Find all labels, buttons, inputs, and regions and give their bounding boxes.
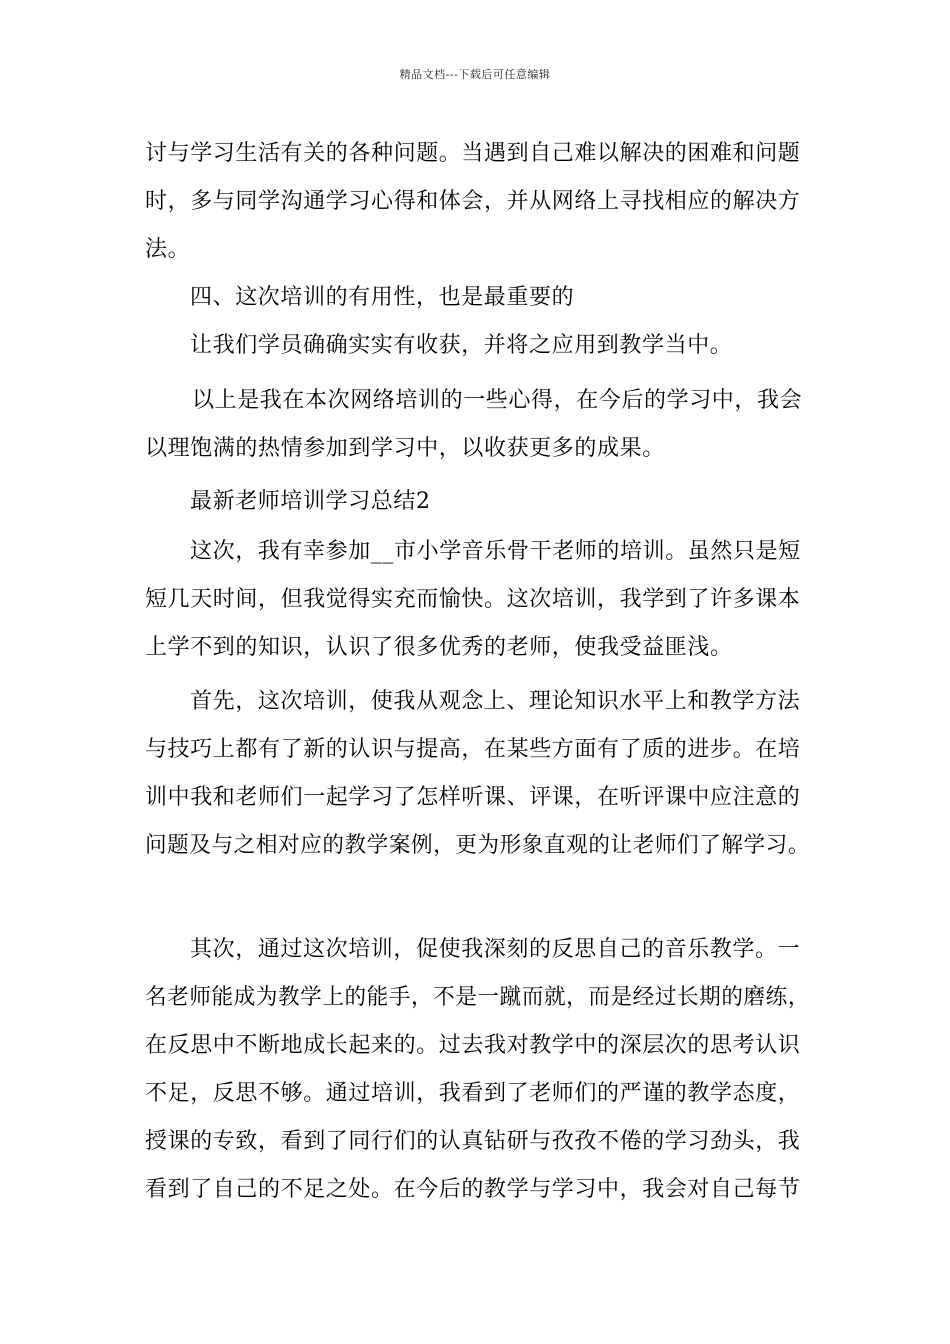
text-line: 名老师能成为教学上的能手，不是一蹴而就，而是经过长期的磨练， — [145, 985, 810, 1010]
text-line: 这次，我有幸参加__市小学音乐骨干老师的培训。虽然只是短 — [190, 539, 801, 564]
text-line: 授课的专致，看到了同行们的认真钻研与孜孜不倦的学习劲头，我 — [145, 1129, 801, 1154]
page-header: 精品文档---下载后可任意编辑 — [399, 68, 551, 81]
text-line: 法。 — [145, 237, 191, 262]
text-line: 不足，反思不够。通过培训，我看到了老师们的严谨的教学态度， — [145, 1081, 801, 1106]
text-line: 讨与学习生活有关的各种问题。当遇到自己难以解决的困难和问题 — [145, 141, 801, 166]
text-line: 上学不到的知识，认识了很多优秀的老师，使我受益匪浅。 — [145, 635, 733, 660]
text-line: 时，多与同学沟通学习心得和体会，并从网络上寻找相应的解决方 — [145, 189, 801, 214]
section-title: 最新老师培训学习总结2 — [190, 489, 431, 514]
text-line: 首先，这次培训，使我从观念上、理论知识水平上和教学方法 — [190, 689, 801, 714]
text-line: 短几天时间，但我觉得实充而愉快。这次培训，我学到了许多课本 — [145, 587, 801, 612]
text-line: 在反思中不断地成长起来的。过去我对教学中的深层次的思考认识 — [145, 1033, 801, 1058]
text-line: 看到了自己的不足之处。在今后的教学与学习中，我会对自己每节 — [145, 1177, 801, 1202]
text-line: 以上是我在本次网络培训的一些心得，在今后的学习中，我会 — [192, 388, 803, 413]
text-line: 其次，通过这次培训，促使我深刻的反思自己的音乐教学。一 — [190, 937, 801, 962]
text-line: 训中我和老师们一起学习了怎样听课、评课，在听评课中应注意的 — [145, 785, 801, 810]
text-line: 与技巧上都有了新的认识与提高，在某些方面有了质的进步。在培 — [145, 737, 801, 762]
text-line: 以理饱满的热情参加到学习中，以收获更多的成果。 — [145, 436, 665, 461]
text-line: 让我们学员确确实实有收获，并将之应用到教学当中。 — [190, 333, 733, 358]
text-line: 问题及与之相对应的教学案例，更为形象直观的让老师们了解学习。 — [145, 833, 810, 858]
section-heading: 四、这次培训的有用性，也是最重要的 — [190, 285, 575, 310]
